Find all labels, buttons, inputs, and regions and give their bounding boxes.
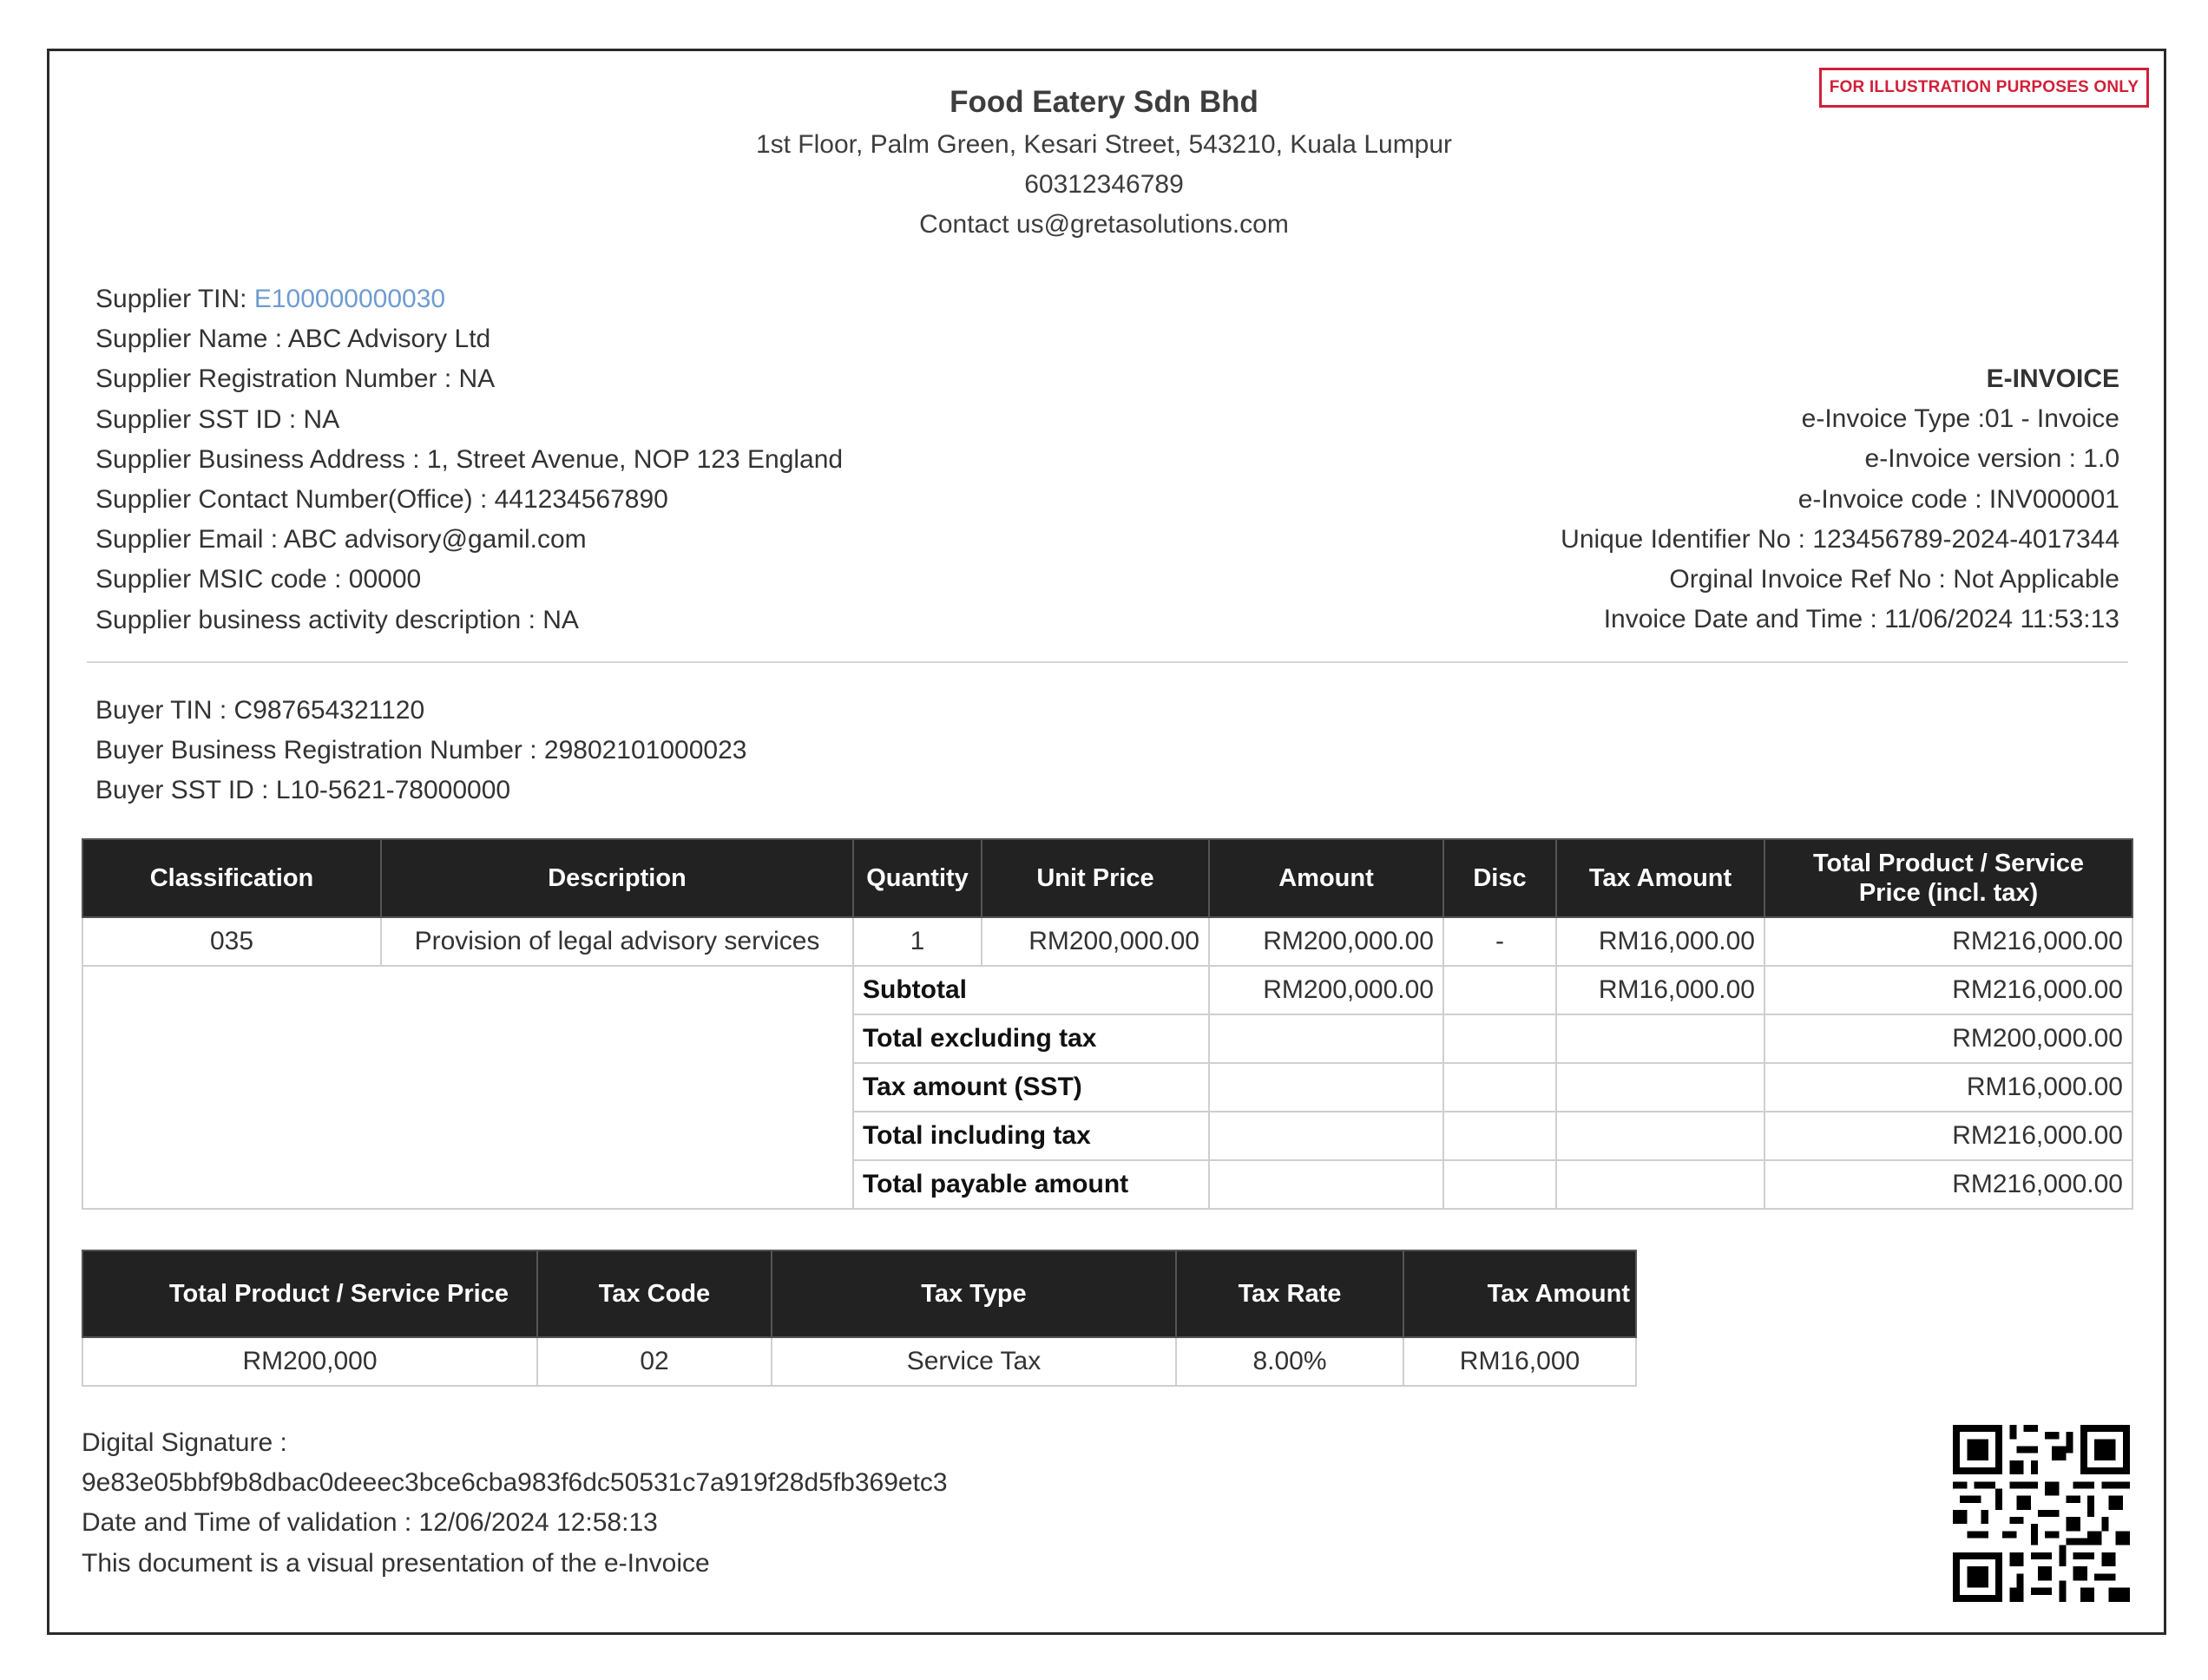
col-total-incl-tax <box>1764 839 2132 917</box>
col-amount: Amount <box>1209 839 1443 917</box>
col-disc: Disc <box>1443 839 1556 917</box>
col-tax-type: Tax Type <box>772 1250 1176 1337</box>
col-total-price: Total Product / Service Price <box>82 1250 537 1337</box>
empty-cell <box>1443 966 1556 1014</box>
validation-time: Date and Time of validation : 12/06/2024 12:58:13 <box>82 1508 658 1538</box>
empty-cell <box>1443 1112 1556 1160</box>
cell-tax-code: 02 <box>537 1337 772 1386</box>
company-address: 1st Floor, Palm Green, Kesari Street, 543210, Kuala Lumpur <box>755 130 1453 159</box>
company-contact: Contact us@gretasolutions.com <box>919 210 1289 239</box>
total-label: Total excluding tax <box>853 1014 1209 1063</box>
empty-cell <box>1443 1160 1556 1209</box>
cell-tax-amount: RM16,000.00 <box>1556 917 1764 966</box>
einvoice-type: e-Invoice Type :01 - Invoice <box>1801 404 2119 434</box>
empty-cell <box>1209 1160 1443 1209</box>
cell-total-price: RM200,000 <box>82 1337 537 1386</box>
col-classification: Classification <box>82 839 381 917</box>
cell-tax-rate: 8.00% <box>1176 1337 1403 1386</box>
items-table <box>82 838 2133 1210</box>
cell-quantity: 1 <box>853 917 982 966</box>
buyer-registration: Buyer Business Registration Number : 29802101000023 <box>95 736 747 765</box>
cell-unit-price: RM200,000.00 <box>982 917 1209 966</box>
total-label: Total including tax <box>853 1112 1209 1160</box>
original-invoice-ref: Orginal Invoice Ref No : Not Applicable <box>1669 565 2119 594</box>
col-quantity: Quantity <box>853 839 982 917</box>
buyer-info <box>95 691 746 811</box>
cell-description: Provision of legal advisory services <box>381 917 853 966</box>
total-value: RM216,000.00 <box>1764 1160 2132 1209</box>
supplier-tin <box>95 279 843 319</box>
buyer-tin: Buyer TIN : C987654321120 <box>95 696 425 725</box>
table-row <box>82 917 2132 966</box>
document-note: This document is a visual presentation of the e-Invoice <box>82 1548 710 1578</box>
cell-tax-type: Service Tax <box>772 1337 1176 1386</box>
invoice-date-time: Invoice Date and Time : 11/06/2024 11:53:13 <box>1603 605 2119 634</box>
subtotal-label: Subtotal <box>853 966 1209 1014</box>
supplier-msic: Supplier MSIC code : 00000 <box>95 565 422 594</box>
tax-summary-table <box>82 1250 1637 1387</box>
einvoice-title: E-INVOICE <box>1986 364 2119 393</box>
supplier-tin-value[interactable]: E100000000030 <box>253 285 446 313</box>
total-value: RM216,000.00 <box>1764 1112 2132 1160</box>
company-name: Food Eatery Sdn Bhd <box>950 85 1258 119</box>
items-header-row <box>82 839 2132 917</box>
col-tax-rate: Tax Rate <box>1176 1250 1403 1337</box>
cell-amount: RM200,000.00 <box>1209 917 1443 966</box>
total-value: RM200,000.00 <box>1764 1014 2132 1063</box>
empty-cell <box>1556 1160 1764 1209</box>
tax-header-row <box>82 1250 1636 1337</box>
subtotal-amount: RM200,000.00 <box>1209 966 1443 1014</box>
empty-cell <box>1209 1014 1443 1063</box>
col-total-line1: Total Product / Service <box>1812 850 2085 877</box>
supplier-tin-label: Supplier TIN: <box>95 285 254 313</box>
empty-cell <box>1556 1063 1764 1112</box>
einvoice-code: e-Invoice code : INV000001 <box>1797 484 2119 514</box>
subtotal-total: RM216,000.00 <box>1764 966 2132 1014</box>
col-tax-code: Tax Code <box>537 1250 772 1337</box>
blank-cell <box>82 966 853 1209</box>
unique-identifier: Unique Identifier No : 123456789-2024-4017344 <box>1561 524 2119 554</box>
col-unit-price: Unit Price <box>982 839 1209 917</box>
empty-cell <box>1556 1112 1764 1160</box>
total-value: RM16,000.00 <box>1764 1063 2132 1112</box>
section-divider <box>87 661 2128 663</box>
subtotal-tax-amount: RM16,000.00 <box>1556 966 1764 1014</box>
supplier-name: Supplier Name : ABC Advisory Ltd <box>95 325 491 354</box>
col-tax-amount: Tax Amount <box>1403 1250 1636 1337</box>
qr-code-icon <box>1953 1425 2130 1602</box>
total-label: Tax amount (SST) <box>853 1063 1209 1112</box>
supplier-contact: Supplier Contact Number(Office) : 441234567890 <box>95 485 668 515</box>
empty-cell <box>1556 1014 1764 1063</box>
buyer-sst: Buyer SST ID : L10-5621-78000000 <box>95 776 511 805</box>
subtotal-row <box>82 966 2132 1014</box>
illustration-stamp: FOR ILLUSTRATION PURPOSES ONLY <box>1819 68 2149 108</box>
table-row <box>82 1337 1636 1386</box>
supplier-registration: Supplier Registration Number : NA <box>95 364 496 394</box>
col-tax-amount: Tax Amount <box>1556 839 1764 917</box>
col-description: Description <box>381 839 853 917</box>
cell-classification: 035 <box>82 917 381 966</box>
col-total-line2: Price (incl. tax) <box>1858 879 2039 907</box>
empty-cell <box>1209 1112 1443 1160</box>
einvoice-info <box>1561 359 2119 640</box>
cell-total: RM216,000.00 <box>1764 917 2132 966</box>
supplier-email: Supplier Email : ABC advisory@gamil.com <box>95 525 587 555</box>
total-label: Total payable amount <box>853 1160 1209 1209</box>
signature-block <box>82 1423 948 1584</box>
supplier-address: Supplier Business Address : 1, Street Avenue, NOP 123 England <box>95 444 844 474</box>
supplier-info <box>95 279 843 640</box>
signature-label: Digital Signature : <box>82 1428 287 1457</box>
empty-cell <box>1209 1063 1443 1112</box>
cell-disc: - <box>1443 917 1556 966</box>
signature-hash: 9e83e05bbf9b8dbac0deeec3bce6cba983f6dc50531c7a919f28d5fb369etc3 <box>82 1468 948 1498</box>
einvoice-version: e-Invoice version : 1.0 <box>1864 444 2119 474</box>
empty-cell <box>1443 1014 1556 1063</box>
company-phone: 60312346789 <box>1024 170 1184 199</box>
supplier-sst: Supplier SST ID : NA <box>95 404 340 434</box>
empty-cell <box>1443 1063 1556 1112</box>
cell-tax-amount: RM16,000 <box>1403 1337 1636 1386</box>
supplier-activity: Supplier business activity description : NA <box>95 605 579 634</box>
